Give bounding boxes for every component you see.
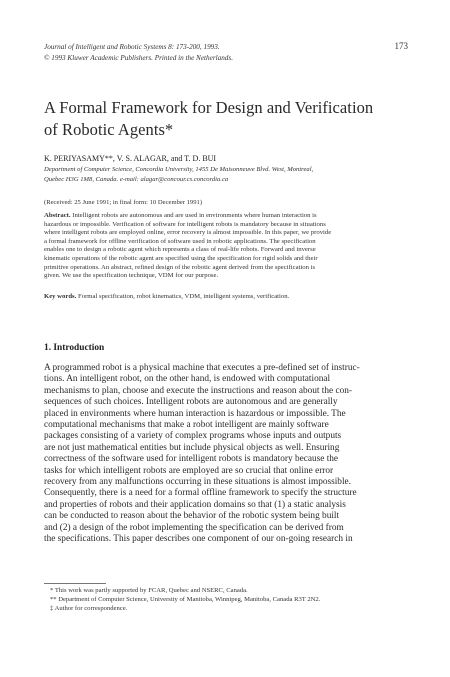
journal-header bbox=[44, 42, 233, 63]
body-line: correctness of the software used for intelligent robots is mandatory because the bbox=[44, 454, 339, 465]
body-line: recovery from any malfunctions occurring in these situations is almost impossible. bbox=[44, 477, 351, 488]
abstract-label: Abstract. bbox=[44, 212, 71, 219]
body-line: A programmed robot is a physical machine that executes a pre-defined set of instruc- bbox=[44, 363, 360, 373]
paper-title bbox=[44, 97, 373, 141]
abstract bbox=[44, 212, 406, 281]
affiliation-line-1: Department of Computer Science, Concordia University, 1455 De Maisonneuve Blvd. West, Montreal, bbox=[44, 166, 314, 173]
copyright-line: © 1993 Kluwer Academic Publishers. Printed in the Netherlands. bbox=[44, 53, 233, 62]
footnote: * This work was partly supported by FCAR, Quebec and NSERC, Canada. bbox=[50, 587, 248, 594]
affiliation-line-2: Quebec H3G 1M8, Canada. e-mail: alagar@concour.cs.concordia.ca bbox=[44, 175, 229, 183]
footnote-divider bbox=[44, 583, 106, 584]
abstract-line: hazardous or impossible. Verification of software for intelligent robots is mandatory because in situations bbox=[44, 220, 326, 228]
body-line: tions. An intelligent robot, on the other hand, is endowed with computational bbox=[44, 374, 331, 385]
body-line: tasks for which intelligent robots are employed are so crucial that online error bbox=[44, 465, 334, 476]
body-line: and properties of robots and their application domains so that (1) a static analysis bbox=[44, 499, 346, 510]
body-line: mechanisms to plan, choose and execute the instructions and reason about the con- bbox=[44, 385, 352, 396]
journal-line: Journal of Intelligent and Robotic Systems 8: 173-200, 1993. bbox=[44, 43, 220, 51]
body-line: the specifications. This paper describes one component of our on-going research in bbox=[44, 534, 353, 545]
keywords-text: Formal specification, robot kinematics, VDM, intelligent systems, verification. bbox=[78, 293, 290, 300]
title-line-1: A Formal Framework for Design and Verification bbox=[44, 98, 374, 117]
body-line: can be conducted to reason about the behavior of the robotic system being built bbox=[44, 511, 340, 522]
body-line: packages consisting of a variety of complex programs whose inputs and outputs bbox=[44, 431, 342, 442]
abstract-line: where intelligent robots are employed online, error recovery is almost impossible. In this paper, we provide bbox=[44, 229, 332, 237]
affiliation bbox=[44, 165, 313, 184]
body-line: and (2) a design of the robot implementing the specification can be derived from bbox=[44, 522, 344, 533]
abstract-line: given. We use the specification technique, VDM for our purpose. bbox=[44, 272, 219, 280]
abstract-line: enables one to design a robotic agent which represents a class of real-life robots. Forward and inverse bbox=[44, 246, 316, 254]
section-heading: 1. Introduction bbox=[44, 343, 105, 353]
keywords bbox=[44, 293, 406, 302]
title-line-2: of Robotic Agents* bbox=[44, 120, 174, 139]
section-body bbox=[44, 363, 406, 546]
abstract-line: primitive operations. An abstract, refined design of the robotic agent derived from the specification is bbox=[44, 263, 316, 271]
footnote: ‡ Author for correspondence. bbox=[50, 604, 128, 612]
footnotes bbox=[50, 587, 410, 614]
footnote: ** Department of Computer Science, University of Manitoba, Winnipeg, Manitoba, Canada R3T 2N2. bbox=[50, 595, 321, 603]
abstract-line: kinematic operations of the robotic agent are specified using the specification for rigid solids and their bbox=[44, 254, 318, 262]
body-line: computational mechanisms that make a robot intelligent are mainly software bbox=[44, 420, 329, 431]
body-line: Consequently, there is a need for a formal offline framework to specify the structure bbox=[44, 488, 357, 499]
body-line: sequences of such choices. Intelligent robots are autonomous and are generally bbox=[44, 397, 338, 408]
abstract-line: a formal framework for offline verification of software used in robotic applications. The specification bbox=[44, 237, 316, 245]
received-dates: (Received: 25 June 1991; in final form: 10 December 1991) bbox=[44, 199, 203, 206]
keywords-label: Key words. bbox=[44, 293, 77, 300]
abstract-line: Abstract. Intelligent robots are autonomous and are used in environments where human interaction is bbox=[44, 212, 317, 219]
body-line: placed in environments where human interaction is hazardous or impossible. The bbox=[44, 408, 346, 419]
body-line: are not just mathematical entities but include physical objects as well. Ensuring bbox=[44, 442, 340, 453]
authors: K. PERIYASAMY**, V. S. ALAGAR, and T. D. BUI bbox=[44, 154, 217, 163]
page-number: 173 bbox=[394, 41, 408, 51]
